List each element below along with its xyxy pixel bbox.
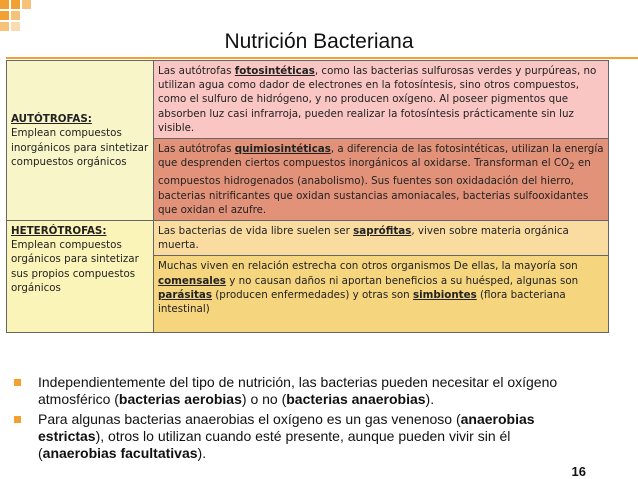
corner-square — [11, 0, 20, 9]
cell-text: Las autótrofas — [158, 65, 235, 77]
heterotrofas-label-cell — [7, 221, 154, 333]
corner-square — [0, 11, 9, 20]
corner-square — [11, 11, 20, 20]
bullet-square-icon — [14, 416, 21, 423]
bullet-text-part: Para algunas bacterias anaerobias el oxígeno es un gas venenoso ( — [38, 411, 461, 427]
term-comensales: comensales — [158, 274, 226, 287]
term-simbiontes: simbiontes — [412, 288, 477, 301]
cell-text: Muchas viven en relación estrecha con otros organismos De ellas, la mayoría son — [158, 260, 578, 273]
bullet-text — [38, 374, 568, 408]
cell-text: Las autótrofas — [158, 143, 235, 156]
bold-term: bacterias anaerobias — [286, 391, 426, 407]
cell-text: Las bacterias de vida libre suelen ser — [158, 225, 354, 238]
cell-text: , a diferencia de las fotosintéticas, utilizan la energía que desprenden ciertos compuestos inorgánicos al oxidarse. Transforman el CO — [158, 143, 604, 170]
cell-text: , como las bacterias sulfurosas verdes y purpúreas, no utilizan agua como dador de electrones en la fotosíntesis, sino otros compuestos, como el sulfuro de hidrógeno, y no producen oxígeno. Al poseer pigmentos que absorben luz casi infrarroja, pueden realizar la fotosíntesis prácticamente sin luz visible. — [158, 65, 597, 134]
bullet-text — [38, 411, 568, 462]
cell-text: (producen enfermedades) y otras son — [212, 288, 413, 301]
fotosinteticas-cell — [154, 61, 609, 139]
corner-square — [0, 0, 9, 9]
bullet-anaerobias — [8, 411, 568, 462]
heterotrofas-description: Emplean compuestos orgánicos para sintetizar sus propios compuestos orgánicos — [11, 239, 139, 294]
bullet-text-part: ). — [197, 445, 207, 461]
bullet-square-icon — [14, 379, 21, 386]
cell-text: , viven sobre materia orgánica muerta. — [158, 225, 569, 252]
bold-term: bacterias aerobias — [118, 391, 242, 407]
cell-text: en compuestos hidrogenados (anabolismo). Sus fuentes son oxidadación del hierro, bacterias nitrificantes que oxidan sustancias amoniacales, bacterias sulfooxidantes que oxidan el azufre. — [158, 157, 591, 216]
term-saprofitas: saprófitas — [353, 225, 412, 238]
bold-term: anaerobias estrictas — [38, 411, 535, 444]
bullet-text-part: ) o no ( — [241, 391, 287, 407]
page-number: 16 — [571, 464, 586, 479]
autotrofas-heading: AUTÓTROFAS: — [11, 113, 92, 126]
autotrofas-label-cell — [7, 61, 154, 221]
term-parasitas: parásitas — [158, 288, 213, 301]
term-quimiosinteticas: quimiosintéticas — [234, 143, 331, 156]
page-title: Nutrición Bacteriana — [224, 30, 414, 53]
bullet-text-part: ), otros lo utilizan cuando esté presente, aunque pueden vivir sin él ( — [38, 428, 511, 461]
bullet-text-part: ). — [425, 391, 435, 407]
title-divider — [6, 57, 638, 59]
saprofitas-cell — [154, 221, 609, 256]
quimiosinteticas-cell — [154, 139, 609, 221]
term-fotosinteticas: fotosintéticas — [234, 65, 315, 77]
subscript-2: 2 — [569, 162, 575, 173]
cell-text: y no causan daños ni aportan beneficios a su huésped, algunas son — [225, 274, 579, 287]
corner-square — [22, 0, 31, 9]
nutrition-table — [6, 60, 609, 333]
bold-term: anaerobias facultativas — [42, 445, 198, 461]
cell-text: (flora bacteriana intestinal) — [158, 288, 566, 316]
bullet-oxygen-need — [8, 374, 568, 408]
relaciones-cell — [154, 256, 609, 333]
heterotrofas-heading: HETERÓTROFAS: — [11, 225, 107, 238]
autotrofas-description: Emplean compuestos inorgánicos para sintetizar compuestos orgánicos — [11, 127, 149, 168]
bullet-text-part: Independientemente del tipo de nutrición, las bacterias pueden necesitar el oxígeno atmosférico ( — [38, 374, 558, 407]
